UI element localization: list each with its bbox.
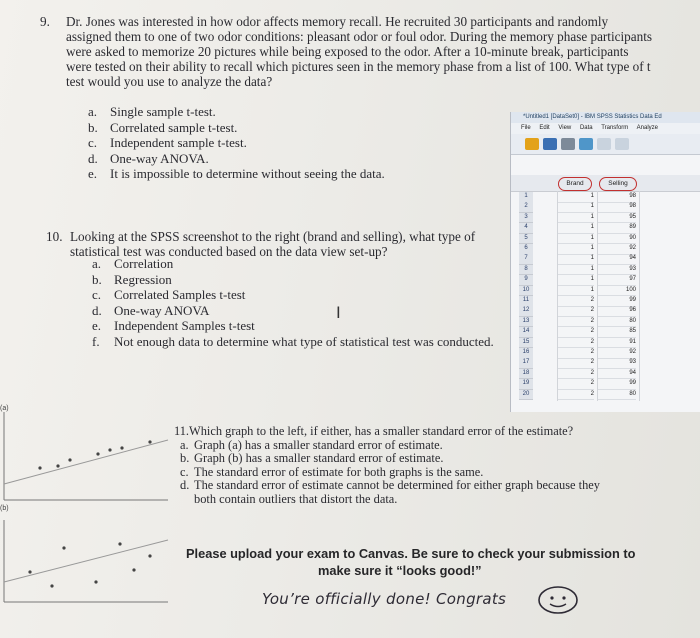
q11-option-d: d. The standard error of estimate cannot be determined for either graph because they [180,478,600,493]
q10-block [46,229,475,259]
spss-cell-brand[interactable]: 1 [558,275,594,286]
graph-a-regression-line [4,440,168,484]
handwritten-note: You’re officially done! Congrats [262,590,507,608]
spss-row-number[interactable]: 10 [519,286,533,297]
spss-cell-selling[interactable]: 95 [598,213,636,224]
q9-option-c: c. Independent sample t-test. [88,135,247,150]
q9-number: 9. [40,14,50,29]
q10-line-1: 10. Looking at the SPSS screenshot to the right (brand and selling), what type of [46,229,476,244]
spss-cell-brand[interactable]: 2 [558,338,594,349]
spss-cell-selling[interactable]: 80 [598,390,636,401]
spss-row-number[interactable]: 15 [519,338,533,349]
spss-cell-selling[interactable]: 96 [598,306,636,317]
spss-row-number[interactable]: 6 [519,244,533,255]
spss-cell-brand[interactable]: 1 [558,234,594,245]
graph-a-points [38,440,151,469]
q11-option-a: a. Graph (a) has a smaller standard error of estimate. [180,437,443,452]
spss-row-number[interactable]: 9 [519,275,533,286]
q9-option-b: b. Correlated sample t-test. [88,119,238,135]
spss-cell-selling[interactable]: 98 [598,192,636,203]
spss-row-number[interactable]: 5 [519,234,533,245]
spss-row-number[interactable]: 18 [519,369,533,380]
spss-row-number[interactable]: 17 [519,358,533,369]
scatter-point [28,570,31,573]
spss-titlebar: *Untitled1 [DataSet0] - IBM SPSS Statistics Data Ed [511,112,700,123]
scatter-point [132,568,135,571]
spss-cell-brand[interactable]: 1 [558,254,594,265]
spss-row-number[interactable]: 2 [519,202,533,213]
q11-block [174,425,600,507]
save-icon[interactable] [543,138,557,150]
scatter-graph-a [0,402,170,512]
spss-row-number[interactable]: 1 [519,192,533,203]
spss-cell-selling[interactable]: 99 [598,379,636,390]
scatter-point [96,452,99,455]
graph-b-label: (b) [0,505,9,512]
q10-option-d: d. One-way ANOVA [92,302,210,318]
column-header-brand[interactable]: Brand [558,177,592,191]
q9-option-e: e. It is impossible to determine without seeing the data. [88,166,385,181]
spss-cell-selling[interactable]: 100 [598,286,636,297]
q9-block [40,14,652,89]
graph-a-label: (a) [0,405,9,412]
spss-cell-brand[interactable]: 2 [558,390,594,401]
scatter-point [50,584,53,587]
scatter-point [94,580,97,583]
spss-cell-selling[interactable]: 89 [598,223,636,234]
print-icon[interactable] [561,138,575,150]
spss-cell-brand[interactable]: 2 [558,358,594,369]
q9-option-a: a. Single sample t-test. [88,104,216,119]
q9-line-4: were tested on their ability to recall which pictures seen in the memory phase from a list of 100. What type of t [66,59,651,74]
q11-option-b: b. Graph (b) has a smaller standard error of estimate. [180,451,444,466]
spss-row-number[interactable]: 14 [519,327,533,338]
recall-dialog-icon[interactable] [579,138,593,150]
q9-line-1: 9. Dr. Jones was interested in how odor affects memory recall. He recruited 30 participants and randomly [40,14,609,29]
q10-options [92,256,494,349]
spss-cell-selling[interactable]: 94 [598,369,636,380]
undo-icon[interactable] [597,138,611,150]
upload-instruction-line-2: make sure it “looks good!” [318,563,482,578]
column-header-selling[interactable]: Selling [599,177,637,191]
spss-cell-brand[interactable]: 2 [558,369,594,380]
q11-option-d-continued: both contain outliers that distort the data. [194,491,398,506]
upload-instruction-line-1: Please upload your exam to Canvas. Be sure to check your submission to [186,546,636,561]
spss-cell-selling[interactable]: 85 [598,327,636,338]
spss-row-number[interactable]: 12 [519,306,533,317]
spss-cell-selling[interactable]: 92 [598,244,636,255]
scatter-point [120,446,123,449]
spss-row-number[interactable]: 20 [519,390,533,401]
spss-cell-brand[interactable]: 1 [558,192,594,203]
spss-cell-selling[interactable]: 80 [598,317,636,328]
q10-line-2: statistical test was conducted based on the data view set-up? [70,244,388,259]
spss-row-number[interactable]: 19 [519,379,533,390]
q10-option-b: b. Regression [92,271,172,287]
q10-option-a: a. Correlation [92,256,174,271]
spss-cell-selling[interactable]: 93 [598,265,636,276]
scatter-point [108,448,111,451]
q10-option-c: c. Correlated Samples t-test [92,287,246,302]
spss-menu-view[interactable]: View [558,125,572,131]
spss-menu-data[interactable]: Data [579,125,593,131]
spss-menu-transform[interactable]: Transform [601,125,629,131]
spss-menu-edit[interactable]: Edit [539,125,550,131]
spss-cell-selling[interactable]: 94 [598,254,636,265]
spss-cell-selling[interactable]: 97 [598,275,636,286]
spss-row-number[interactable]: 3 [519,213,533,224]
q9-options [88,104,385,182]
spss-menu-analyze[interactable]: Analyze [636,125,659,131]
spss-row-number[interactable]: 7 [519,254,533,265]
scatter-point [56,464,59,467]
spss-cell-selling[interactable]: 98 [598,202,636,213]
spss-row-number[interactable]: 8 [519,265,533,276]
q9-line-3: were asked to memorize 20 pictures while being exposed to the odor. After a 10-minute break, participants [66,44,629,59]
q9-line-5: test would you use to analyze the data? [66,74,273,89]
spss-cell-brand[interactable]: 1 [558,213,594,224]
spss-cell-brand[interactable]: 1 [558,286,594,297]
spss-toolbar [511,134,700,155]
text-cursor-icon: I [336,303,341,322]
spss-cell-brand[interactable]: 2 [558,379,594,390]
q9-option-d: d. One-way ANOVA. [88,150,209,166]
spss-row-number[interactable]: 16 [519,348,533,359]
scatter-point [68,458,71,461]
q10-option-f: f. Not enough data to determine what type of statistical test was conducted. [92,333,494,349]
spss-cell-brand[interactable]: 2 [558,317,594,328]
spss-cell-brand[interactable]: 1 [558,265,594,276]
q10-number: 10. [46,229,63,244]
redo-icon[interactable] [615,138,629,150]
open-file-icon[interactable] [525,138,539,150]
spss-cell-selling[interactable]: 93 [598,358,636,369]
spss-cell-brand[interactable]: 1 [558,202,594,213]
scatter-graph-b [0,516,170,616]
grid-line [639,191,640,401]
scatter-point [118,542,121,545]
spss-cell-brand[interactable]: 2 [558,327,594,338]
scatter-point [148,554,151,557]
spss-cell-brand[interactable]: 2 [558,296,594,307]
spss-cell-selling[interactable]: 91 [598,338,636,349]
spss-cell-selling[interactable]: 99 [598,296,636,307]
q11-number: 11. [174,424,190,438]
q11-option-c: c. The standard error of estimate for both graphs is the same. [180,464,484,479]
smiley-face-icon [537,585,579,615]
scatter-point [38,466,41,469]
spss-cell-selling[interactable]: 92 [598,348,636,359]
spss-column-header-row [511,175,700,192]
spss-cell-brand[interactable]: 1 [558,244,594,255]
q9-line-2: assigned them to one of two odor conditions: pleasant odor or foul odor. During the memory phase participants [66,29,652,44]
spss-row-number[interactable]: 11 [519,296,533,307]
scatter-point [148,440,151,443]
spss-row-number[interactable]: 4 [519,223,533,234]
spss-menu-file[interactable]: File [521,125,531,131]
spss-cell-brand[interactable]: 2 [558,306,594,317]
q11-line-1: 11.Which graph to the left, if either, has a smaller standard error of the estimate? [174,424,574,438]
graph-b-regression-line [4,540,168,582]
spss-cell-brand[interactable]: 2 [558,348,594,359]
spss-menubar [511,123,700,134]
spss-cell-selling[interactable]: 90 [598,234,636,245]
spss-cell-brand[interactable]: 1 [558,223,594,234]
scatter-point [62,546,65,549]
spss-window [510,112,700,412]
q10-option-e: e. Independent Samples t-test [92,318,255,333]
spss-row-number[interactable]: 13 [519,317,533,328]
